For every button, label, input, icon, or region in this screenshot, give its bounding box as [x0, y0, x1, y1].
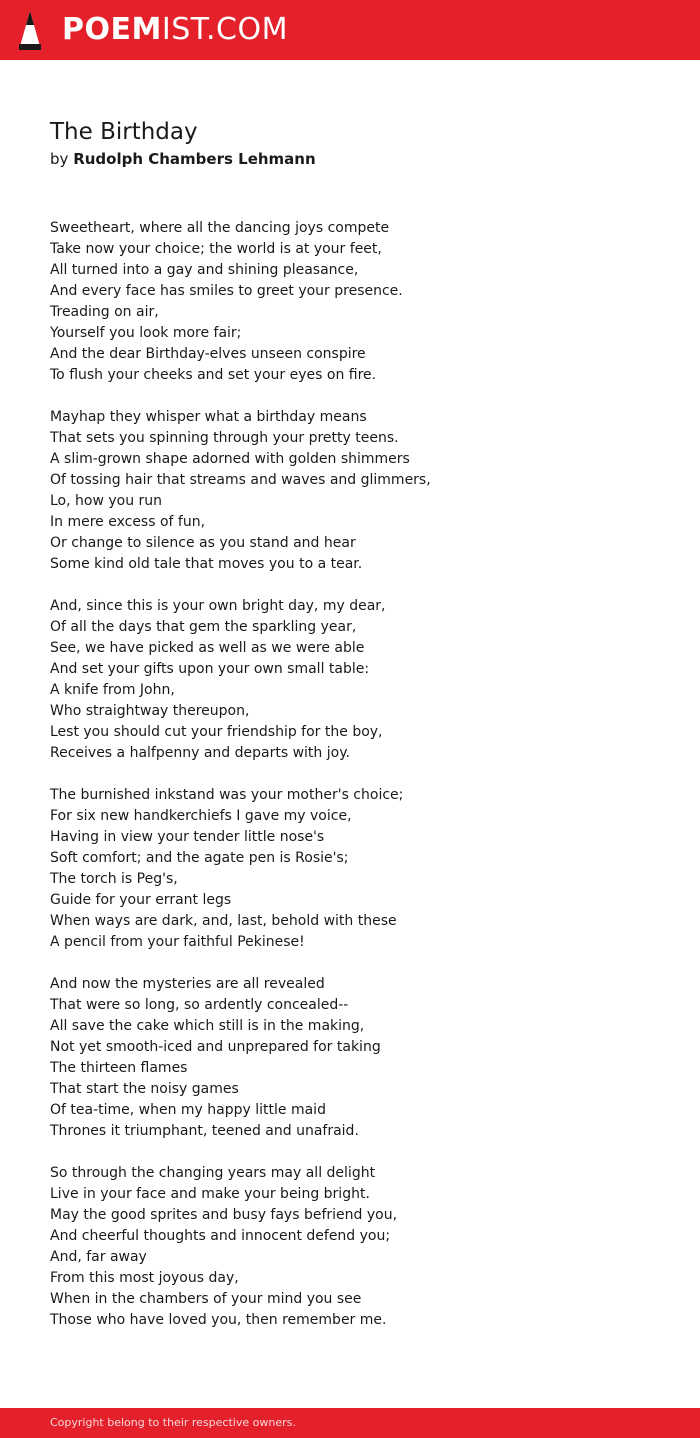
- author-name: Rudolph Chambers Lehmann: [73, 150, 316, 168]
- poem-stanza: [50, 218, 610, 386]
- poem-line: A pencil from your faithful Pekinese!: [50, 934, 305, 950]
- poem-line: And every face has smiles to greet your presence.: [50, 283, 403, 299]
- poem-line: Or change to silence as you stand and hear: [50, 535, 356, 551]
- poem-line: A knife from John,: [50, 682, 175, 698]
- poem-line: And cheerful thoughts and innocent defend you;: [50, 1228, 391, 1244]
- pencil-tip-icon[interactable]: [18, 10, 42, 52]
- poem-line: Take now your choice; the world is at your feet,: [50, 241, 382, 257]
- poem-line: That were so long, so ardently concealed--: [50, 997, 349, 1013]
- poem-line: And the dear Birthday-elves unseen conspire: [50, 346, 366, 362]
- logo-bold-text: POEM: [62, 12, 162, 47]
- poem-line: Thrones it triumphant, teened and unafraid.: [50, 1123, 359, 1139]
- poem-line: Soft comfort; and the agate pen is Rosie's;: [50, 850, 349, 866]
- poem-line: And, since this is your own bright day, my dear,: [50, 598, 386, 614]
- poem-line: May the good sprites and busy fays befriend you,: [50, 1207, 398, 1223]
- poem-line: Treading on air,: [50, 304, 159, 320]
- poem-line: Mayhap they whisper what a birthday means: [50, 409, 367, 425]
- logo-light-text: IST.COM: [161, 12, 288, 47]
- poem-line: From this most joyous day,: [50, 1270, 239, 1286]
- poem-line: And now the mysteries are all revealed: [50, 976, 325, 992]
- byline: [50, 149, 316, 169]
- poem-line: Of tea-time, when my happy little maid: [50, 1102, 326, 1118]
- poem-line: When in the chambers of your mind you see: [50, 1291, 362, 1307]
- poem-line: Receives a halfpenny and departs with joy.: [50, 745, 350, 761]
- poem-line: That sets you spinning through your pretty teens.: [50, 430, 399, 446]
- poem-line: Of all the days that gem the sparkling year,: [50, 619, 357, 635]
- poem-line: Those who have loved you, then remember me.: [50, 1312, 387, 1328]
- site-header: [0, 0, 700, 60]
- poem-stanza: [50, 785, 610, 953]
- poem-line: And, far away: [50, 1249, 147, 1265]
- poem-line: Who straightway thereupon,: [50, 703, 250, 719]
- poem-line: Lo, how you run: [50, 493, 163, 509]
- poem-stanza: [50, 407, 610, 575]
- site-footer: [0, 1408, 700, 1438]
- poem-body: [50, 218, 610, 1352]
- poem-line: See, we have picked as well as we were able: [50, 640, 365, 656]
- poem-line: For six new handkerchiefs I gave my voice,: [50, 808, 352, 824]
- poem-line: Having in view your tender little nose's: [50, 829, 325, 845]
- poem-line: Live in your face and make your being bright.: [50, 1186, 370, 1202]
- copyright-notice: Copyright belong to their respective owners.: [50, 1416, 296, 1429]
- byline-label: by: [50, 150, 69, 168]
- poem-line: Sweetheart, where all the dancing joys compete: [50, 220, 390, 236]
- poem-line: Some kind old tale that moves you to a tear.: [50, 556, 363, 572]
- poem-line: Guide for your errant legs: [50, 892, 232, 908]
- poem-line: Lest you should cut your friendship for the boy,: [50, 724, 383, 740]
- poem-stanza: [50, 596, 610, 764]
- poem-line: All turned into a gay and shining pleasance,: [50, 262, 359, 278]
- site-logo[interactable]: [62, 13, 288, 47]
- poem-line: Of tossing hair that streams and waves and glimmers,: [50, 472, 431, 488]
- poem-line: The thirteen flames: [50, 1060, 188, 1076]
- poem-line: The torch is Peg's,: [50, 871, 178, 887]
- poem-line: The burnished inkstand was your mother's choice;: [50, 787, 404, 803]
- poem-stanza: [50, 974, 610, 1142]
- poem-line: Yourself you look more fair;: [50, 325, 242, 341]
- poem-line: Not yet smooth-iced and unprepared for taking: [50, 1039, 381, 1055]
- poem-line: To flush your cheeks and set your eyes on fire.: [50, 367, 377, 383]
- poem-stanza: [50, 1163, 610, 1331]
- poem-line: So through the changing years may all delight: [50, 1165, 376, 1181]
- poem-title: The Birthday: [50, 119, 198, 145]
- poem-line: All save the cake which still is in the making,: [50, 1018, 365, 1034]
- poem-line: And set your gifts upon your own small table:: [50, 661, 370, 677]
- poem-line: In mere excess of fun,: [50, 514, 206, 530]
- poem-line: When ways are dark, and, last, behold with these: [50, 913, 397, 929]
- poem-line: That start the noisy games: [50, 1081, 239, 1097]
- poem-line: A slim-grown shape adorned with golden shimmers: [50, 451, 410, 467]
